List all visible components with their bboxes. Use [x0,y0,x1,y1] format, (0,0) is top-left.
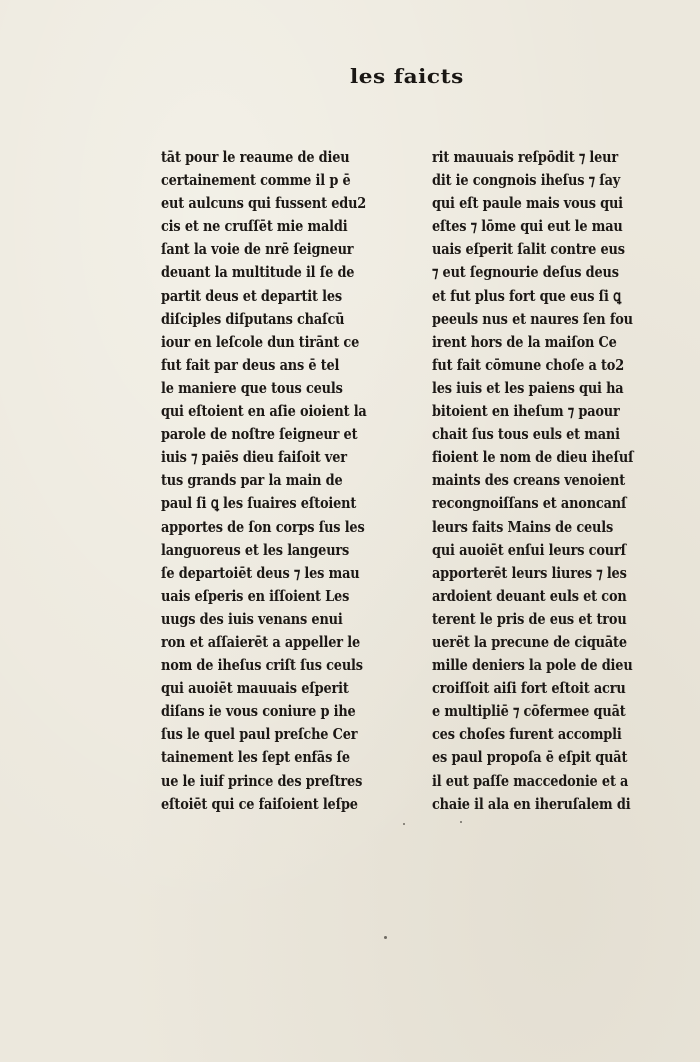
text-line: uerēt la precune de ciquāte [432,632,627,651]
text-line: croiſſoit aiſi fort eſtoit acru [432,679,626,698]
text-line: le maniere que tous ceuls [161,378,343,397]
text-line: ron et aſſaierēt a appeller le [161,632,361,651]
text-line: iour en leſcole dun tirānt ce [161,332,360,351]
text-line: uais eſperit ſalit contre eus [432,240,625,259]
text-line: paul ſi ꝗ les ſuaires eſtoient [161,494,357,513]
text-line: leurs faits Mains de ceuls [432,517,614,536]
text-line: ſant la voie de nrē ſeigneur [161,240,354,259]
text-line: il eut paſſe maccedonie et a [432,771,629,790]
text-line: certainement comme il p ē [161,171,351,190]
text-line: chaie il ala en iheruſalem di [432,794,631,813]
text-line: nom de iheſus criſt ſus ceuls [161,656,363,675]
text-line: chait ſus tous euls et mani [432,425,620,444]
text-line: uugs des iuis venans enui [161,609,343,628]
text-line: ces choſes furent accompli [432,725,622,744]
text-line: apportes de ſon corps ſus les [161,517,365,536]
text-line: ⁊ eut ſegnourie deſus deus [432,263,619,282]
text-line: qui auoiēt enſui leurs courſ [432,540,627,559]
text-line: eſtoiēt qui ce faiſoient leſpe [161,794,358,813]
text-line: recongnoiſſans et anoncanſ [432,494,627,513]
text-line: irent hors de la maiſon Ce [432,332,617,351]
paper-speck [384,936,387,939]
text-line: languoreus et les langeurs [161,540,350,559]
text-line: diſans ie vous coniure p ihe [161,702,356,721]
paper-speck [403,823,405,825]
text-line: ue le iuif prince des preſtres [161,771,363,790]
text-line: peeuls nus et naures ſen fou [432,309,633,328]
paper-speck [460,821,462,823]
text-line: partit deus et departit les [161,286,342,305]
text-line: iuis ⁊ paiēs dieu faiſoit ver [161,448,347,467]
text-line: tāt pour le reaume de dieu [161,148,350,166]
text-line: rit mauuais reſpōdit ⁊ leur [432,148,619,166]
right-text-column [432,146,668,816]
text-line: bitoient en iheſum ⁊ paour [432,402,620,421]
text-line: et fut plus fort que eus ſi ꝗ [432,286,622,305]
text-line: ardoient deuant euls et con [432,586,627,605]
text-line: ſe departoiēt deus ⁊ les mau [161,563,360,582]
text-line: qui eſtoient en aſie oioient la [161,402,367,421]
text-line: les iuis et les paiens qui ha [432,378,624,397]
left-text-column [161,146,397,816]
text-line: eſtes ⁊ lōme qui eut le mau [432,217,623,236]
text-line: tus grands par la main de [161,471,343,490]
text-line: maints des creans venoient [432,471,626,490]
text-line: fioient le nom de dieu iheſuſ [432,448,634,467]
text-line: terent le pris de eus et trou [432,609,627,628]
text-line: ſus le quel paul preſche Cer [161,725,358,744]
text-line: qui auoiēt mauuais eſperit [161,679,349,698]
text-line: deuant la multitude il ſe de [161,263,355,282]
text-line: fut fait par deus ans ē tel [161,355,340,374]
text-line: dit ie congnois iheſus ⁊ ſay [432,171,621,190]
text-line: mille deniers la pole de dieu [432,656,633,675]
text-line: e multipliē ⁊ cōfermee quāt [432,702,626,721]
text-line: fut fait cōmune choſe a to2 [432,355,625,374]
text-line: diſciples diſputans chaſcū [161,309,345,328]
text-line: eut aulcuns qui fussent edu2 [161,194,367,213]
text-line: qui eſt paule mais vous qui [432,194,623,213]
text-line: apporterēt leurs liures ⁊ les [432,563,627,582]
text-line: tainement les ſept enfās ſe [161,748,350,767]
running-head: les faicts [350,64,464,88]
text-line: es paul propoſa ē eſpit quāt [432,748,628,767]
text-line: parole de noſtre ſeigneur et [161,425,358,444]
text-line: cis et ne cruſſēt mie maldi [161,217,348,236]
text-line: uais eſperis en iſſoient Les [161,586,350,605]
